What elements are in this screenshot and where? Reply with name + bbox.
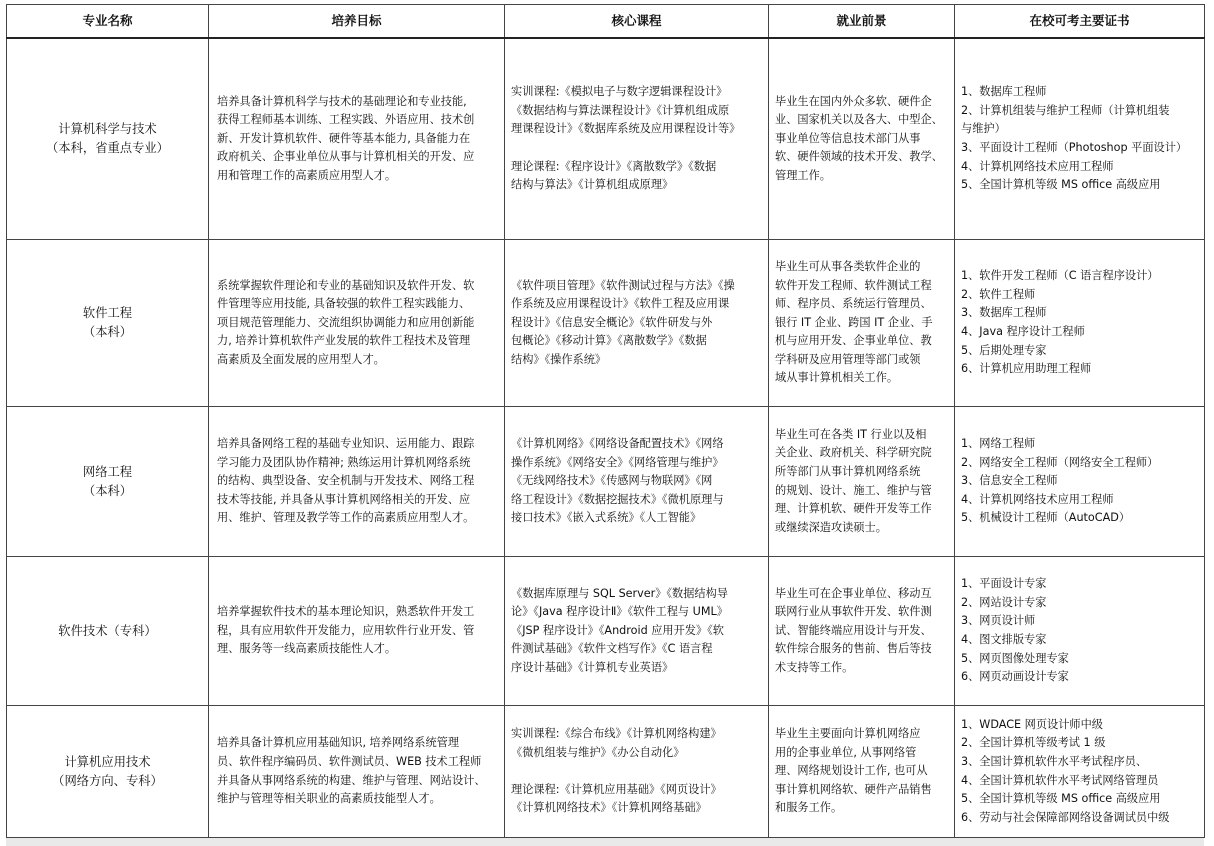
cell-text-line: 培养具备计算机科学与技术的基础理论和专业技能,: [217, 94, 467, 108]
training-goal-cell: [209, 557, 505, 706]
cell-text-line: 项目规范管理能力、交流组织协调能力和应用创新能: [217, 315, 475, 329]
certificates-cell: [955, 407, 1205, 557]
cell-text-line: 事计算机网络软、硬件产品销售: [775, 782, 932, 796]
cell-text-line: 《数据结构与算法课程设计》《计算机组成原: [511, 103, 730, 117]
table-row: [7, 407, 1205, 557]
cell-text-line: （本科）: [82, 325, 133, 339]
cell-text-line: 理、计算机软、硬件开发等工作: [775, 502, 932, 516]
cell-blank-line: [511, 762, 762, 781]
cell-text-line: （本科）: [82, 483, 133, 498]
cell-text-line: 《软件项目管理》《软件测试过程与方法》《操: [511, 278, 735, 292]
table-header-row: [7, 5, 1205, 39]
employment-prospects-cell: [769, 557, 955, 706]
cell-text-line: 实训课程:《模拟电子与数字逻辑课程设计》: [511, 85, 728, 99]
cell-text-line: 软件开发工程师、软件测试工程: [775, 278, 932, 292]
cell-text-line: 毕业生可在各类 IT 行业以及相: [775, 427, 927, 441]
training-goal-cell: [209, 38, 505, 240]
cell-text-line: 域从事计算机相关工作。: [775, 371, 899, 385]
cell-text-line: 所等部门从事计算机网络系统: [775, 464, 921, 478]
header-courses: 核心课程: [505, 5, 769, 39]
cell-text-line: 师、程序员、系统运行管理员、: [775, 297, 932, 311]
cell-text-line: 件测试基础》《软件文档写作》《C 语言程: [511, 642, 713, 656]
cell-text-line: 操作系统》《网络安全》《网络管理与维护》: [511, 455, 724, 469]
cell-text-line: 《无线网络技术》《传感网与物联网》《网: [511, 474, 713, 488]
cell-text-line: 毕业生可在企事业单位、移动互: [775, 586, 932, 600]
certificates-cell: [955, 38, 1205, 240]
core-courses-cell: [505, 407, 769, 557]
table-row: [7, 557, 1205, 706]
employment-prospects-cell: [769, 38, 955, 240]
cell-text-line: 毕业生在国内外众多软、硬件企: [775, 94, 932, 108]
cell-text-line: 程设计》《信息安全概论》《软件研发与外: [511, 315, 713, 329]
cell-text-line: 1、WDACE 网页设计师中级: [961, 717, 1103, 731]
cell-text-line: 高素质及全面发展的应用型人才。: [217, 352, 385, 366]
cell-text-line: 银行 IT 企业、跨国 IT 企业、手: [775, 315, 933, 329]
cell-text-line: 5、网页图像处理专家: [961, 651, 1069, 665]
major-curriculum-table: [6, 4, 1205, 838]
core-courses-cell: [505, 557, 769, 706]
cell-text-line: 3、数据库工程师: [961, 306, 1047, 320]
cell-text-line: 用的企事业单位, 从事网络管: [775, 745, 917, 759]
cell-text-line: 员、软件程序编码员、软件测试员、WEB 技术工程师: [217, 754, 482, 768]
cell-text-line: 1、平面设计专家: [961, 577, 1047, 591]
cell-text-line: 获得工程师基本训练、工程实践、外语应用、技术创: [217, 113, 475, 127]
core-courses-cell: [505, 706, 769, 838]
employment-prospects-cell: [769, 240, 955, 407]
cell-text-line: 的结构、典型设备、安全机制与开发技术、网络工程: [217, 474, 475, 488]
cell-text-line: 3、信息安全工程师: [961, 474, 1058, 488]
cell-text-line: 4、计算机网络技术应用工程师: [961, 159, 1114, 173]
employment-prospects-cell: [769, 706, 955, 838]
cell-text-line: 接口技术》《嵌入式系统》《人工智能》: [511, 511, 702, 525]
cell-text-line: 培养掌握软件技术的基本理论知识，熟悉软件开发工: [217, 605, 475, 619]
cell-text-line: 6、计算机应用助理工程师: [961, 362, 1092, 376]
cell-text-line: 《计算机网络》《网络设备配置技术》《网络: [511, 437, 724, 451]
cell-text-line: 业、国家机关以及各大、中型企、: [775, 113, 943, 127]
header-major: 专业名称: [7, 5, 209, 39]
training-goal-cell: [209, 407, 505, 557]
cell-text-line: 事业单位等信息技术部门从事: [775, 131, 921, 145]
curriculum-table-sheet: [6, 4, 1204, 838]
cell-text-line: 用、维护、管理及教学等工作的高素质应用型人才。: [217, 511, 475, 525]
cell-text-line: 或继续深造攻读硕士。: [775, 520, 887, 534]
cell-text-line: 4、图文排版专家: [961, 633, 1047, 646]
cell-text-line: 程，具有应用软件开发能力，应用软件行业开发、管: [217, 623, 475, 637]
cell-text-line: （网络方向、专科）: [52, 773, 163, 788]
cell-text-line: 2、软件工程师: [961, 287, 1036, 301]
cell-text-line: 维护与管理等相关职业的高素质技能型人才。: [217, 792, 441, 806]
cell-text-line: 理论课程:《计算机应用基础》《网页设计》: [511, 782, 722, 796]
major-name-cell: [7, 557, 209, 706]
certificates-cell: [955, 557, 1205, 706]
cell-text-line: 学科研及应用管理等部门或领: [775, 352, 921, 366]
table-body: [7, 38, 1205, 838]
cell-text-line: 1、软件开发工程师（C 语言程序设计）: [961, 269, 1159, 283]
cell-text-line: 政府机关、企事业单位从事与计算机相关的开发、应: [217, 150, 475, 164]
cell-text-line: 3、平面设计工程师（Photoshop 平面设计）: [961, 141, 1188, 154]
cell-text-line: 理论课程:《程序设计》《离散数学》《数据: [511, 159, 717, 173]
cell-text-line: 1、网络工程师: [961, 437, 1036, 451]
cell-text-line: 计算机科学与技术: [58, 122, 157, 136]
training-goal-cell: [209, 706, 505, 838]
core-courses-cell: [505, 240, 769, 407]
major-name-cell: [7, 240, 209, 407]
cell-text-line: 与维护）: [961, 122, 1006, 136]
cell-text-line: 《JSP 程序设计》《Android 应用开发》《软: [511, 623, 724, 637]
cell-text-line: 理、网络规划设计工作, 也可从: [775, 764, 928, 778]
cell-text-line: 5、后期处理专家: [961, 343, 1047, 357]
cell-text-line: 3、网页设计师: [961, 614, 1036, 628]
cell-text-line: 2、计算机组装与维护工程师（计算机组装: [961, 103, 1170, 117]
cell-text-line: 软件技术（专科）: [58, 623, 157, 638]
cell-text-line: 包概论》《移动计算》《离散数学》《数据: [511, 334, 707, 348]
major-name-cell: [7, 38, 209, 240]
cell-text-line: 力, 培养计算机软件产业发展的软件工程技术及管理: [217, 334, 471, 348]
table-row: [7, 38, 1205, 240]
cell-text-line: 《微机组装与维护》《办公自动化》: [511, 745, 685, 759]
cell-text-line: 用和管理工作的高素质应用型人才。: [217, 168, 397, 182]
cell-text-line: 软、硬件领域的技术开发、教学、: [775, 150, 943, 164]
cell-text-line: 学习能力及团队协作精神; 熟练运用计算机网络系统: [217, 455, 471, 469]
cell-text-line: 和服务工作。: [775, 801, 843, 815]
bottom-edge-shade: [6, 838, 1204, 846]
cell-blank-line: [511, 139, 762, 158]
certificates-cell: [955, 706, 1205, 838]
cell-text-line: 2、网络安全工程师（网络安全工程师）: [961, 455, 1159, 469]
cell-text-line: 计算机应用技术: [64, 754, 151, 769]
cell-text-line: 2、全国计算机等级考试 1 级: [961, 736, 1106, 750]
cell-text-line: 网络工程: [82, 464, 133, 479]
cell-text-line: 《计算机网络技术》《计算机网络基础》: [511, 801, 707, 815]
cell-text-line: 5、机械设计工程师（AutoCAD）: [961, 511, 1131, 525]
cell-text-line: 的规划、设计、施工、维护与管: [775, 483, 932, 497]
cell-text-line: 软件综合服务的售前、售后等技: [775, 642, 932, 656]
cell-text-line: 1、数据库工程师: [961, 85, 1047, 99]
cell-text-line: 结构》《操作系统》: [511, 352, 607, 366]
cell-text-line: 6、网页动画设计专家: [961, 670, 1069, 684]
cell-text-line: 《数据库原理与 SQL Server》《数据结构导: [511, 586, 728, 600]
certificates-cell: [955, 240, 1205, 407]
header-certificates: 在校可考主要证书: [955, 5, 1205, 39]
cell-text-line: 4、全国计算机软件水平考试网络管理员: [961, 773, 1159, 787]
table-row: [7, 240, 1205, 407]
employment-prospects-cell: [769, 407, 955, 557]
cell-text-line: 理、服务等一线高素质技能性人才。: [217, 642, 397, 656]
cell-text-line: 毕业生主要面向计算机网络应: [775, 727, 921, 741]
cell-text-line: 理课程设计》《数据库系统及应用课程设计等》: [511, 122, 741, 136]
training-goal-cell: [209, 240, 505, 407]
cell-text-line: 6、劳动与社会保障部网络设备调试员中级: [961, 810, 1170, 824]
header-goal: 培养目标: [209, 5, 505, 39]
cell-text-line: 系统掌握软件理论和专业的基础知识及软件开发、软: [217, 278, 475, 292]
cell-text-line: 4、Java 程序设计工程师: [961, 325, 1085, 338]
cell-text-line: 软件工程: [82, 306, 133, 320]
cell-text-line: 3、全国计算机软件水平考试程序员、: [961, 754, 1148, 768]
cell-text-line: 论》《Java 程序设计Ⅱ》《软件工程与 UML》: [511, 605, 728, 619]
cell-text-line: （本科，省重点专业）: [46, 141, 169, 155]
cell-text-line: 件管理等应用技能, 具备较强的软件工程实践能力、: [217, 297, 471, 311]
core-courses-cell: [505, 38, 769, 240]
cell-text-line: 关企业、政府机关、科学研究院: [775, 446, 932, 460]
cell-text-line: 联网行业从事软件开发、软件测: [775, 605, 932, 619]
header-prospects: 就业前景: [769, 5, 955, 39]
cell-text-line: 培养具备网络工程的基础专业知识、运用能力、跟踪: [217, 437, 475, 451]
cell-text-line: 实训课程:《综合布线》《计算机网络构建》: [511, 727, 722, 741]
cell-text-line: 培养具备计算机应用基础知识, 培养网络系统管理: [217, 736, 460, 750]
major-name-cell: [7, 407, 209, 557]
cell-text-line: 技术等技能, 并具备从事计算机网络相关的开发、应: [217, 492, 471, 506]
cell-text-line: 4、计算机网络技术应用工程师: [961, 492, 1114, 506]
cell-text-line: 5、全国计算机等级 MS office 高级应用: [961, 792, 1161, 806]
cell-text-line: 管理工作。: [775, 168, 831, 182]
cell-text-line: 毕业生可从事各类软件企业的: [775, 259, 921, 273]
cell-text-line: 术支持等工作。: [775, 660, 854, 674]
cell-text-line: 机与应用开发、企事业单位、教: [775, 334, 932, 348]
cell-text-line: 序设计基础》《计算机专业英语》: [511, 660, 674, 674]
cell-text-line: 5、全国计算机等级 MS office 高级应用: [961, 178, 1161, 192]
cell-text-line: 新、开发计算机软件、硬件等基本能力, 具备能力在: [217, 131, 471, 145]
cell-text-line: 作系统及应用课程设计》《软件工程及应用课: [511, 297, 730, 311]
cell-text-line: 络工程设计》《数据挖掘技术》《微机原理与: [511, 492, 724, 506]
cell-text-line: 2、网站设计专家: [961, 595, 1047, 609]
major-name-cell: [7, 706, 209, 838]
cell-text-line: 试、智能终端应用设计与开发、: [775, 623, 932, 637]
table-row: [7, 706, 1205, 838]
cell-text-line: 结构与算法》《计算机组成原理》: [511, 178, 674, 192]
cell-text-line: 并具备从事网络系统的构建、维护与管理、网站设计、: [217, 773, 486, 787]
